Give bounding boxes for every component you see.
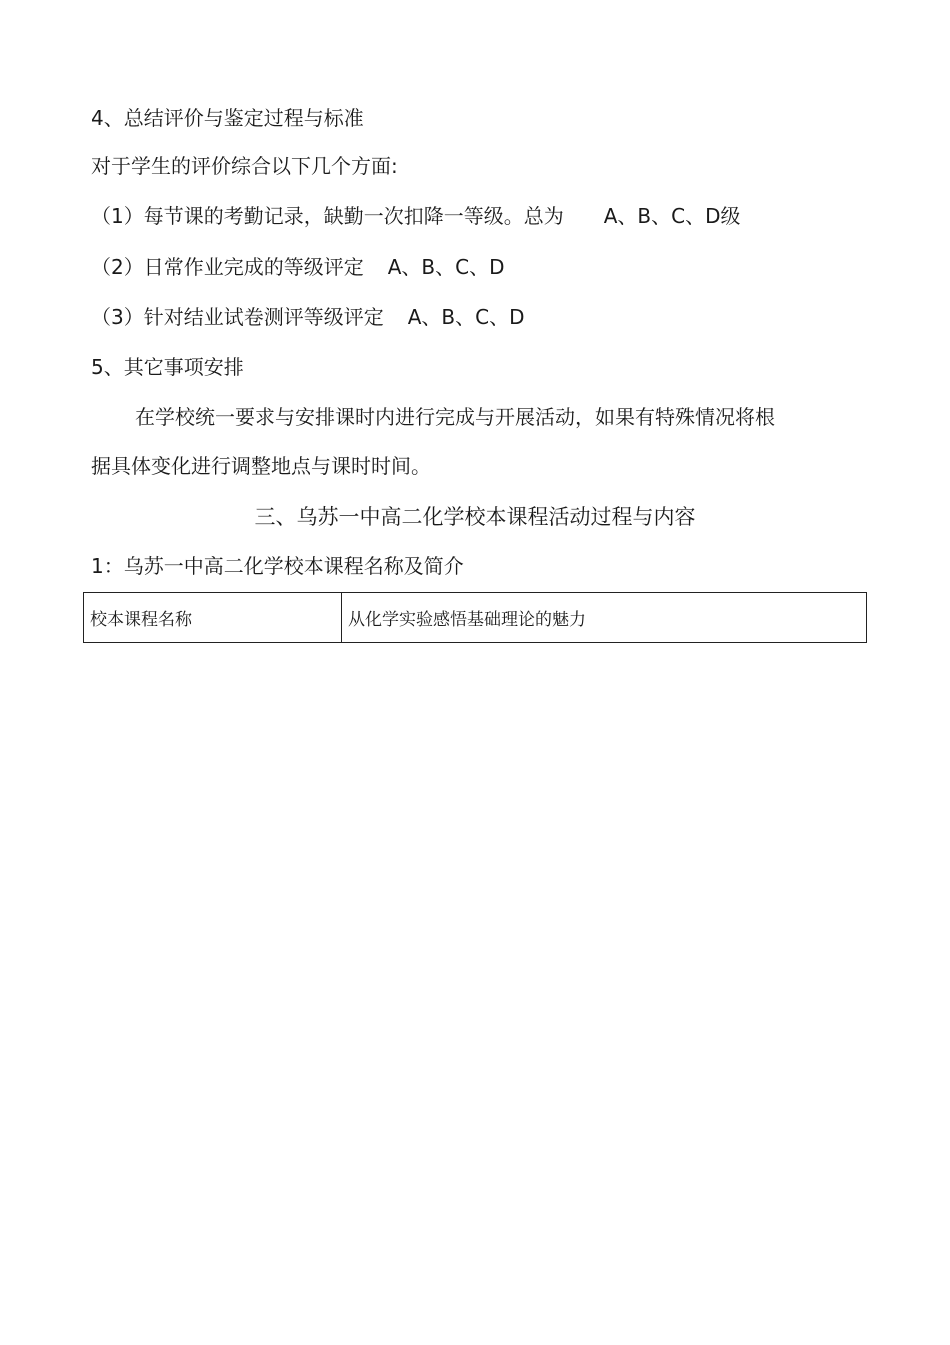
evaluation-item-1-text: （1）每节课的考勤记录，缺勤一次扣降一等级。总为 [91,204,564,228]
course-name-value-cell: 从化学实验感悟基础理论的魅力 [342,593,867,643]
evaluation-item-2-text: （2）日常作业完成的等级评定 [91,255,364,279]
section-5-heading: 5、其它事项安排 [91,355,244,379]
evaluation-item-1 [91,203,741,229]
part-3-sub-1-heading: 1：乌苏一中高二化学校本课程名称及简介 [91,554,464,578]
course-name-table [83,592,867,643]
table-row [84,593,867,643]
section-4-heading: 4、总结评价与鉴定过程与标准 [91,106,364,130]
evaluation-item-1-grades: A、B、C、D级 [603,204,741,228]
part-3-heading: 三、乌苏一中高二化学校本课程活动过程与内容 [254,505,696,529]
evaluation-item-2-grades: A、B、C、D [387,255,505,279]
section-5-paragraph-line-1: 在学校统一要求与安排课时内进行完成与开展活动，如果有特殊情况将根 [135,405,775,429]
course-name-label-cell: 校本课程名称 [84,593,342,643]
evaluation-item-2 [91,254,505,280]
section-5-paragraph-line-2: 据具体变化进行调整地点与课时时间。 [91,454,431,478]
evaluation-intro: 对于学生的评价综合以下几个方面: [91,154,398,178]
evaluation-item-3-text: （3）针对结业试卷测评等级评定 [91,305,384,329]
evaluation-item-3-grades: A、B、C、D [407,305,525,329]
evaluation-item-3 [91,304,525,330]
